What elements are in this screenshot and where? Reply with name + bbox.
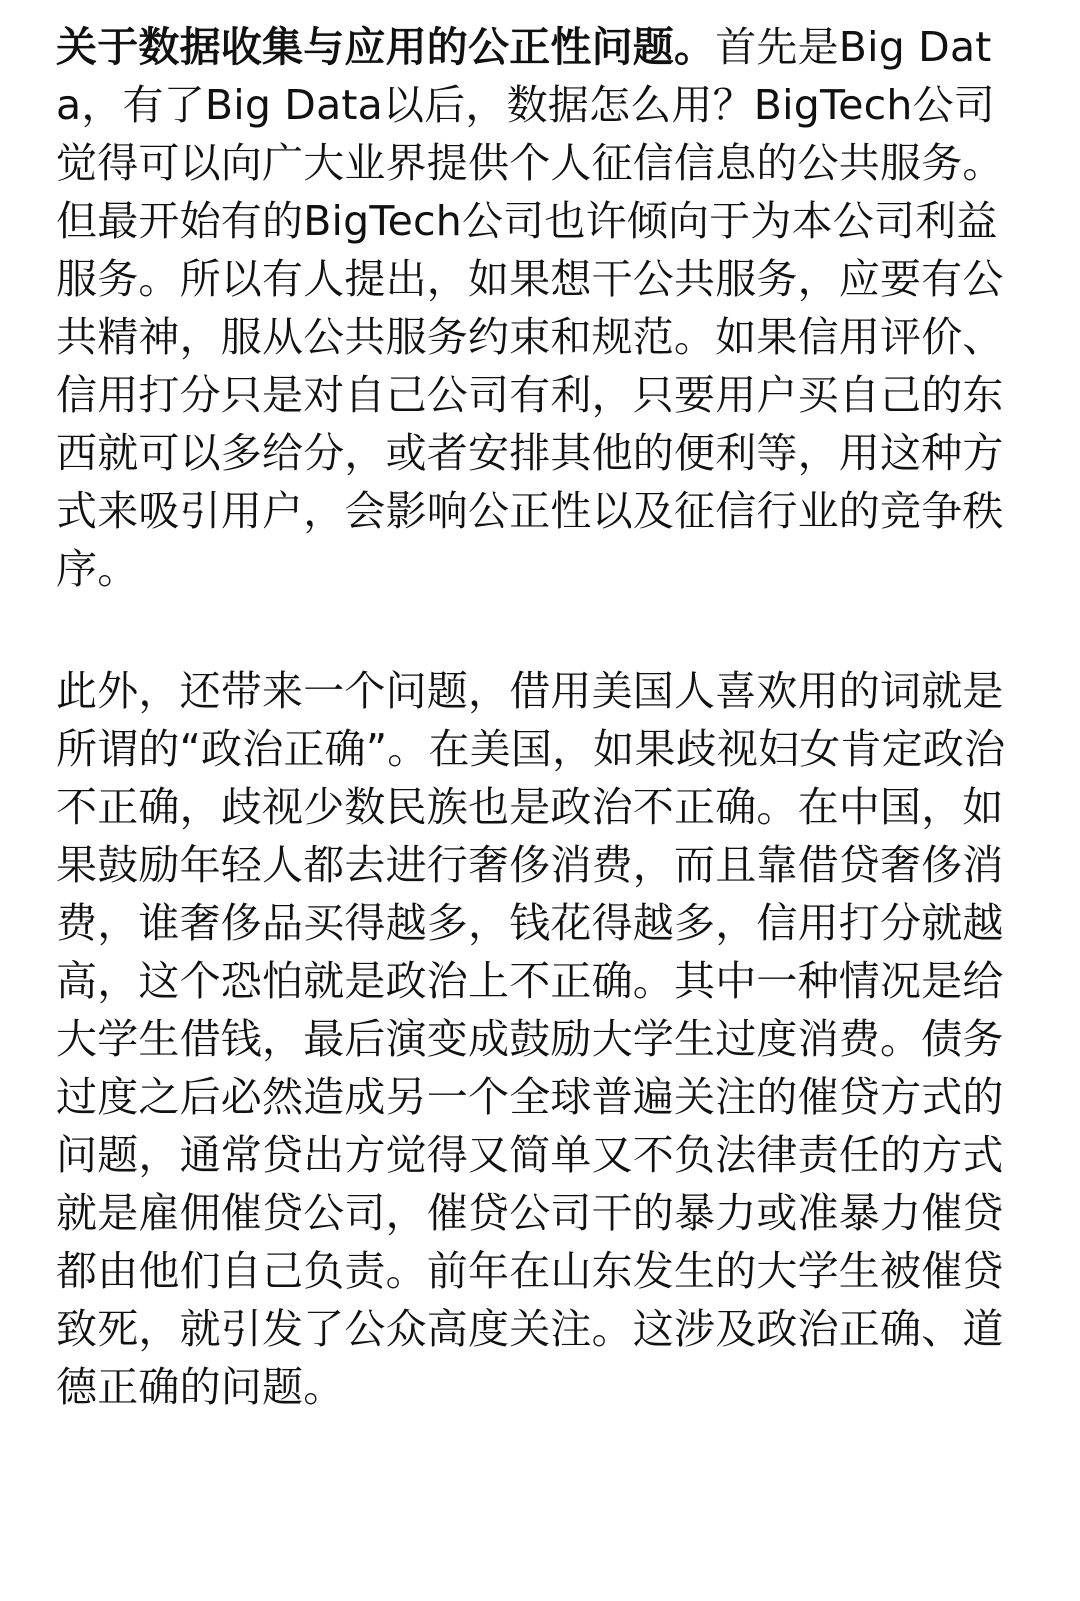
paragraph-2-body: 此外，还带来一个问题，借用美国人喜欢用的词就是所谓的“政治正确”。在美国，如果歧视妇女肯定政治不正确，歧视少数民族也是政治不正确。在中国，如果鼓励年轻人都去进行奢侈消费，而且靠借贷奢侈消费，谁奢侈品买得越多，钱花得越多，信用打分就越高，这个恐怕就是政治上不正确。其中一种情况是给大学生借钱，最后演变成鼓励大学生过度消费。债务过度之后必然造成另一个全球普遍关注的催贷方式的问题，通常贷出方觉得又简单又不负法律责任的方式就是雇佣催贷公司，催贷公司干的暴力或准暴力催贷都由他们自己负责。前年在山东发生的大学生被催贷致死，就引发了公众高度关注。这涉及政治正确、道德正确的问题。 <box>56 667 1006 1411</box>
paragraph-2 <box>56 662 1006 1416</box>
article-body <box>56 18 1006 1416</box>
paragraph-1-lead: 关于数据收集与应用的公正性问题。 <box>56 23 716 71</box>
paragraph-1-body: 首先是Big Data，有了Big Data以后，数据怎么用？BigTech公司觉得可以向广大业界提供个人征信信息的公共服务。但最开始有的BigTech公司也许倾向于为本公司利益服务。所以有人提出，如果想干公共服务，应要有公共精神，服从公共服务约束和规范。如果信用评价、信用打分只是对自己公司有利，只要用户买自己的东西就可以多给分，或者安排其他的便利等，用这种方式来吸引用户，会影响公正性以及征信行业的竞争秩序。 <box>56 23 1004 593</box>
paragraph-1 <box>56 18 1006 598</box>
